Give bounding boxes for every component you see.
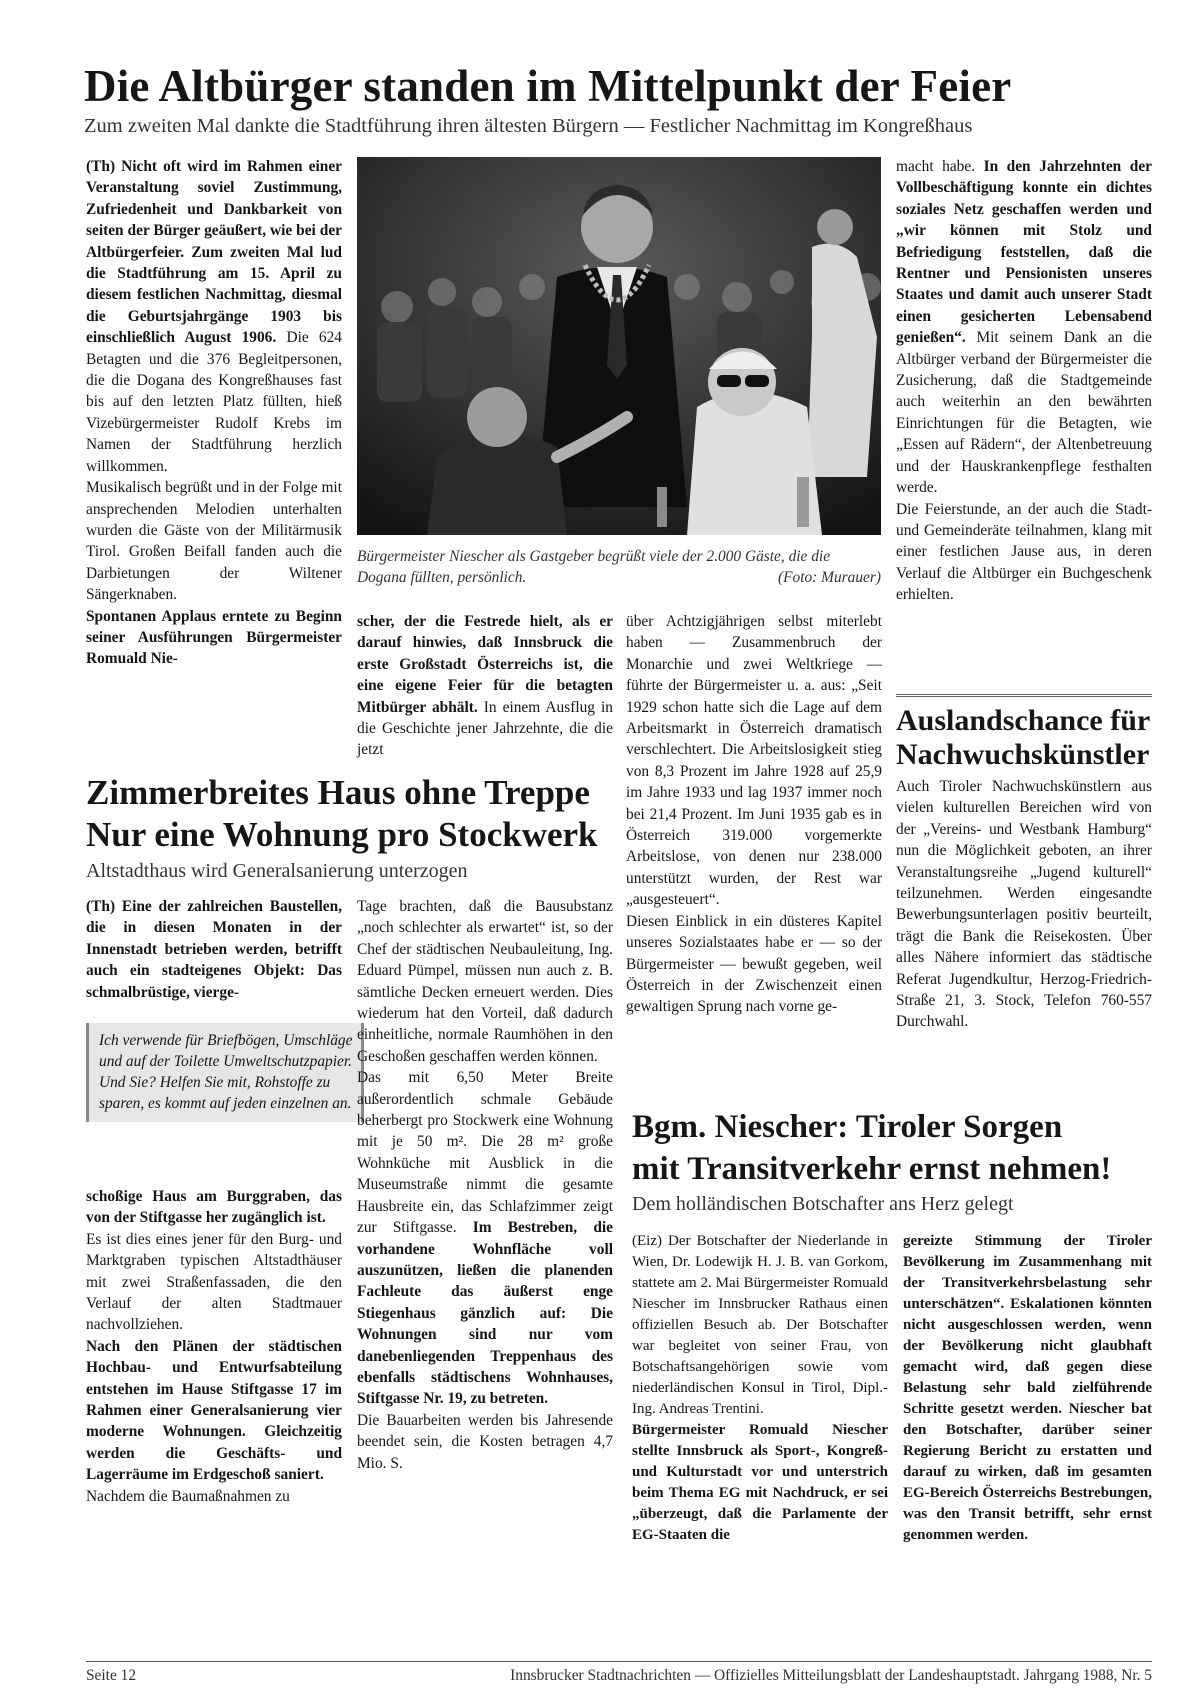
eco-paper-notice: Ich verwende für Briefbögen, Umschläge und auf der Toilette Umweltschutzpapier. Und Sie? Helfen Sie mit, Rohstoffe zu sparen, es kommt auf jeden einzelnen an. — [86, 1023, 364, 1122]
article1-text: Mit seinem Dank an die Altbürger verband der Bürgermeister die Zusicherung, daß die Stadtgemeinde auch weiterhin an den bewährten Einrichtungen für die Betagten, wie „Essen auf Rädern“, der Altenbetreuung und der Hauskrankenpflege festhalten werde. — [896, 329, 1152, 497]
article1-paragraph: Die Feierstunde, an der auch die Stadt- und Gemeinderäte teilnahmen, klang mit einer festlichen Jause aus, in deren Verlauf die Altbürger ein Buchgeschenk erhielten. — [896, 500, 1152, 604]
article4-column-1 — [632, 1231, 888, 1546]
publication-info: Innsbrucker Stadtnachrichten — Offizielles Mitteilungsblatt der Landeshauptstadt. Jahrgang 1988, Nr. 5 — [510, 1667, 1152, 1684]
article3-title-line2: Nachwuchskünstler — [896, 738, 1150, 771]
page-number: Seite 12 — [86, 1667, 137, 1684]
article4-text-bold: Bürgermeister Romuald Niescher stellte Innsbruck als Sport-, Kongreß- und Kulturstadt vor und unterstrich beim Thema EG mit Nachdruck, er sei „überzeugt, daß die Parlamente der EG-Staaten die — [632, 1422, 888, 1543]
mayor-greeting-photo — [357, 157, 881, 535]
article4-column-2 — [903, 1231, 1152, 1546]
article4-text-bold: gereizte Stimmung der Tiroler Bevölkerung im Zusammenhang mit der Transitverkehrsbelastung sehr unterschätzen“. — [903, 1233, 1152, 1312]
article4-title — [632, 1106, 1111, 1190]
section-divider — [896, 694, 1152, 697]
article2-paragraph: Nachdem die Baumaßnahmen zu — [86, 1487, 290, 1505]
photo-credit: (Foto: Murauer) — [777, 569, 881, 586]
article1-lead: (Th) Nicht oft wird im Rahmen einer Veranstaltung soviel Zustimmung, Zufriedenheit und Dankbarkeit von seiten der Bürger geäußert, wie bei der Altbürgerfeier. Zum zweiten Mal lud die Stadtführung am 15. April zu diesem festlichen Nachmittag, diesmal die Geburtsjahrgänge 1903 bis einschließlich August 1906. — [86, 158, 342, 347]
photo-caption — [357, 546, 881, 588]
article2-column-2 — [357, 896, 613, 1474]
article1-paragraph: Diesen Einblick in ein düsteres Kapitel unseres Sozialstaates habe er — so der Bürgermeister — bewußt gegeben, weil Österreich in der Zwischenzeit einen gewaltigen Sprung nach vorne ge- — [626, 912, 882, 1016]
article4-title-line2: mit Transitverkehr ernst nehmen! — [632, 1151, 1112, 1187]
article2-column-1-continued — [86, 1186, 342, 1507]
photo-caption-text: Bürgermeister Niescher als Gastgeber begrüßt viele der 2.000 Gäste, die die Dogana füllten, persönlich. — [357, 548, 831, 586]
article2-paragraph: Die Bauarbeiten werden bis Jahresende beendet sein, die Kosten betragen 4,7 Mio. S. — [357, 1411, 613, 1472]
article1-paragraph: Spontanen Applaus erntete zu Beginn seiner Ausführungen Bürgermeister Romuald Nie- — [86, 607, 342, 668]
article2-paragraph: Es ist dies eines jener für den Burg- und Marktgraben typischen Altstadthäuser mit zwei Straßenfassaden, die den Verlauf der alten Stadtmauer nachvollziehen. — [86, 1230, 342, 1334]
article2-title-line1: Zimmerbreites Haus ohne Treppe — [86, 773, 590, 812]
headline-title: Die Altbürger standen im Mittelpunkt der Feier — [84, 61, 1012, 111]
article3-title-line1: Auslandschance für — [896, 704, 1151, 737]
article3-body — [896, 776, 1152, 1033]
headline-subtitle: Zum zweiten Mal dankte die Stadtführung ihren ältesten Bürgern — Festlicher Nachmittag im Kongreßhaus — [84, 115, 973, 137]
article1-paragraph: Musikalisch begrüßt und in der Folge mit ansprechenden Melodien unterhalten wurden die Gäste von der Militärmusik Tirol. Großen Beifall fanden auch die Darbietungen der Wiltener Sängerknaben. — [86, 479, 342, 604]
article2-title — [86, 772, 598, 856]
article1-text-bold: scher, der die Festrede hielt, als er darauf hinwies, daß Innsbruck die erste Großstadt Österreichs ist, die eine eigene Feier für die betagten Mitbürger abhält. — [357, 613, 613, 716]
article4-paragraph: (Eiz) Der Botschafter der Niederlande in Wien, Dr. Lodewijk H. J. B. van Gorkom, stattete am 2. Mai Bürgermeister Romuald Niescher im Innsbrucker Rathaus einen offiziellen Besuch ab. Der Botschafter war begleitet von seiner Frau, von Botschaftsangehörigen sowie vom niederländischen Konsul in Tirol, Dipl.-Ing. Andreas Trentini. — [632, 1233, 888, 1417]
photo-illustration — [357, 157, 881, 535]
article2-text-bold: Nach den Plänen der städtischen Hochbau- und Entwurfsabteilung entstehen im Hause Stiftgasse 17 im Rahmen einer Generalsanierung vier moderne Wohnungen. Gleichzeitig werden die Geschäfts- und Lagerräume im Erdgeschoß saniert. — [86, 1337, 342, 1484]
article2-title-line2: Nur eine Wohnung pro Stockwerk — [86, 815, 598, 854]
article1-text: macht habe. — [896, 158, 976, 175]
article1-column-1 — [86, 156, 342, 670]
article1-text-bold: In den Jahrzehnten der Vollbeschäftigung konnte ein dichtes soziales Netz geschaffen werden und „wir können mit Stolz und Befriedigung feststellen, daß die Rentner und Pensionisten unseres Staates und damit auch unserer Stadt einen gesicherten Lebensabend genießen“. — [896, 158, 1152, 347]
article4-subtitle: Dem holländischen Botschafter ans Herz gelegt — [632, 1193, 1014, 1215]
article1-column-4 — [896, 156, 1152, 606]
article2-subtitle: Altstadthaus wird Generalsanierung unterzogen — [86, 860, 468, 882]
article2-text-bold: schoßige Haus am Burggraben, das von der Stiftgasse her zugänglich ist. — [86, 1188, 342, 1227]
article2-text-bold: Im Bestreben, die vorhandene Wohnfläche voll auszunützen, ließen die planenden Fachleute das äußerst enge Stiegenhaus gänzlich auf: Die Wohnungen sind nur vom danebenliegenden Treppenhaus des ebenfalls städtischens Wohnhauses, Stiftgasse Nr. 19, zu betreten. — [357, 1219, 613, 1408]
article2-text: Das mit 6,50 Meter Breite außerordentlich schmale Gebäude beherbergt pro Stockwerk eine Wohnung mit je 50 m². Die 28 m² große Wohnküche mit Ausblick in die Museumstraße nimmt die gesamte Hausbreite ein, das Schlafzimmer zeigt zur Stiftgasse. — [357, 1069, 613, 1237]
article1-paragraph: über Achtzigjährigen selbst miterlebt haben — Zusammenbruch der Monarchie und zwei Weltkriege — führte der Bürgermeister u. a. aus: „Seit 1929 schon hatte sich die Lage auf dem Arbeitsmarkt in Österreich dramatisch verschlechtert. Die Arbeitslosigkeit stieg von 8,3 Prozent im Jahre 1928 auf 25,9 im Jahre 1933 und lag 1937 immer noch bei 21,4 Prozent. Im Juni 1935 gab es in Österreich 319.000 vorgemerkte Arbeitslose, von denen nur 238.000 unterstützt wurden, der Rest war „ausgesteuert“. — [626, 613, 882, 909]
article1-column-2 — [357, 611, 613, 761]
article1-text: In einem Ausflug in die Geschichte jener Jahrzehnte, die die jetzt — [357, 698, 613, 759]
article3-title — [896, 704, 1150, 772]
article4-title-line1: Bgm. Niescher: Tiroler Sorgen — [632, 1109, 1063, 1145]
article4-text: Eskalationen könnten nicht ausgeschlossen werden, wenn der Bevölkerung nicht glaubhaft gemacht wird, daß gegen diese Belastung sehr bald zielführende Schritte gesetzt werden. Niescher bat den Botschafter, darüber seiner Regierung Bericht zu erstatten und darauf zu wirken, daß im gesamten EG-Bereich Österreichs Bestrebungen, was den Transit betrifft, sehr ernst genommen werden. — [903, 1296, 1152, 1543]
article3-text: Auch Tiroler Nachwuchskünstlern aus vielen kulturellen Bereichen wird von der „Vereins- und Westbank Hamburg“ nun die Möglichkeit geboten, an ihrer Veranstaltungsreihe „Jugend kulturell“ teilzunehmen. Werden eingesandte Bewerbungsunterlagen positiv beurteilt, trägt die Bank die Reisekosten. Über alles Nähere informiert das städtische Referat Jugendkultur, Herzog-Friedrich-Straße 21, 3. Stock, Telefon 760-557 Durchwahl. — [896, 778, 1152, 1031]
footer-rule — [86, 1661, 1152, 1662]
article2-column-1 — [86, 896, 342, 1003]
article1-column-3 — [626, 611, 882, 1018]
article1-text: Die 624 Betagten und die 376 Begleitpersonen, die die Dogana des Kongreßhauses fast bis auf den letzten Platz füllten, hieß Vizebürgermeister Rudolf Krebs im Namen der Stadtführung herzlich willkommen. — [86, 329, 342, 475]
article2-lead: (Th) Eine der zahlreichen Baustellen, die in diesen Monaten in der Innenstadt betrieben werden, betrifft auch ein stadteigenes Objekt: Das schmalbrüstige, vierge- — [86, 898, 342, 1001]
article2-paragraph: Tage brachten, daß die Bausubstanz „noch schlechter als erwartet“ ist, so der Chef der städtischen Neubauleitung, Ing. Eduard Pümpel, müssen nun auch z. B. sämtliche Decken erneuert werden. Dies wiederum hat den Vorteil, daß dadurch einheitliche, normale Raumhöhen in den Geschoßen geschaffen werden können. — [357, 898, 613, 1065]
